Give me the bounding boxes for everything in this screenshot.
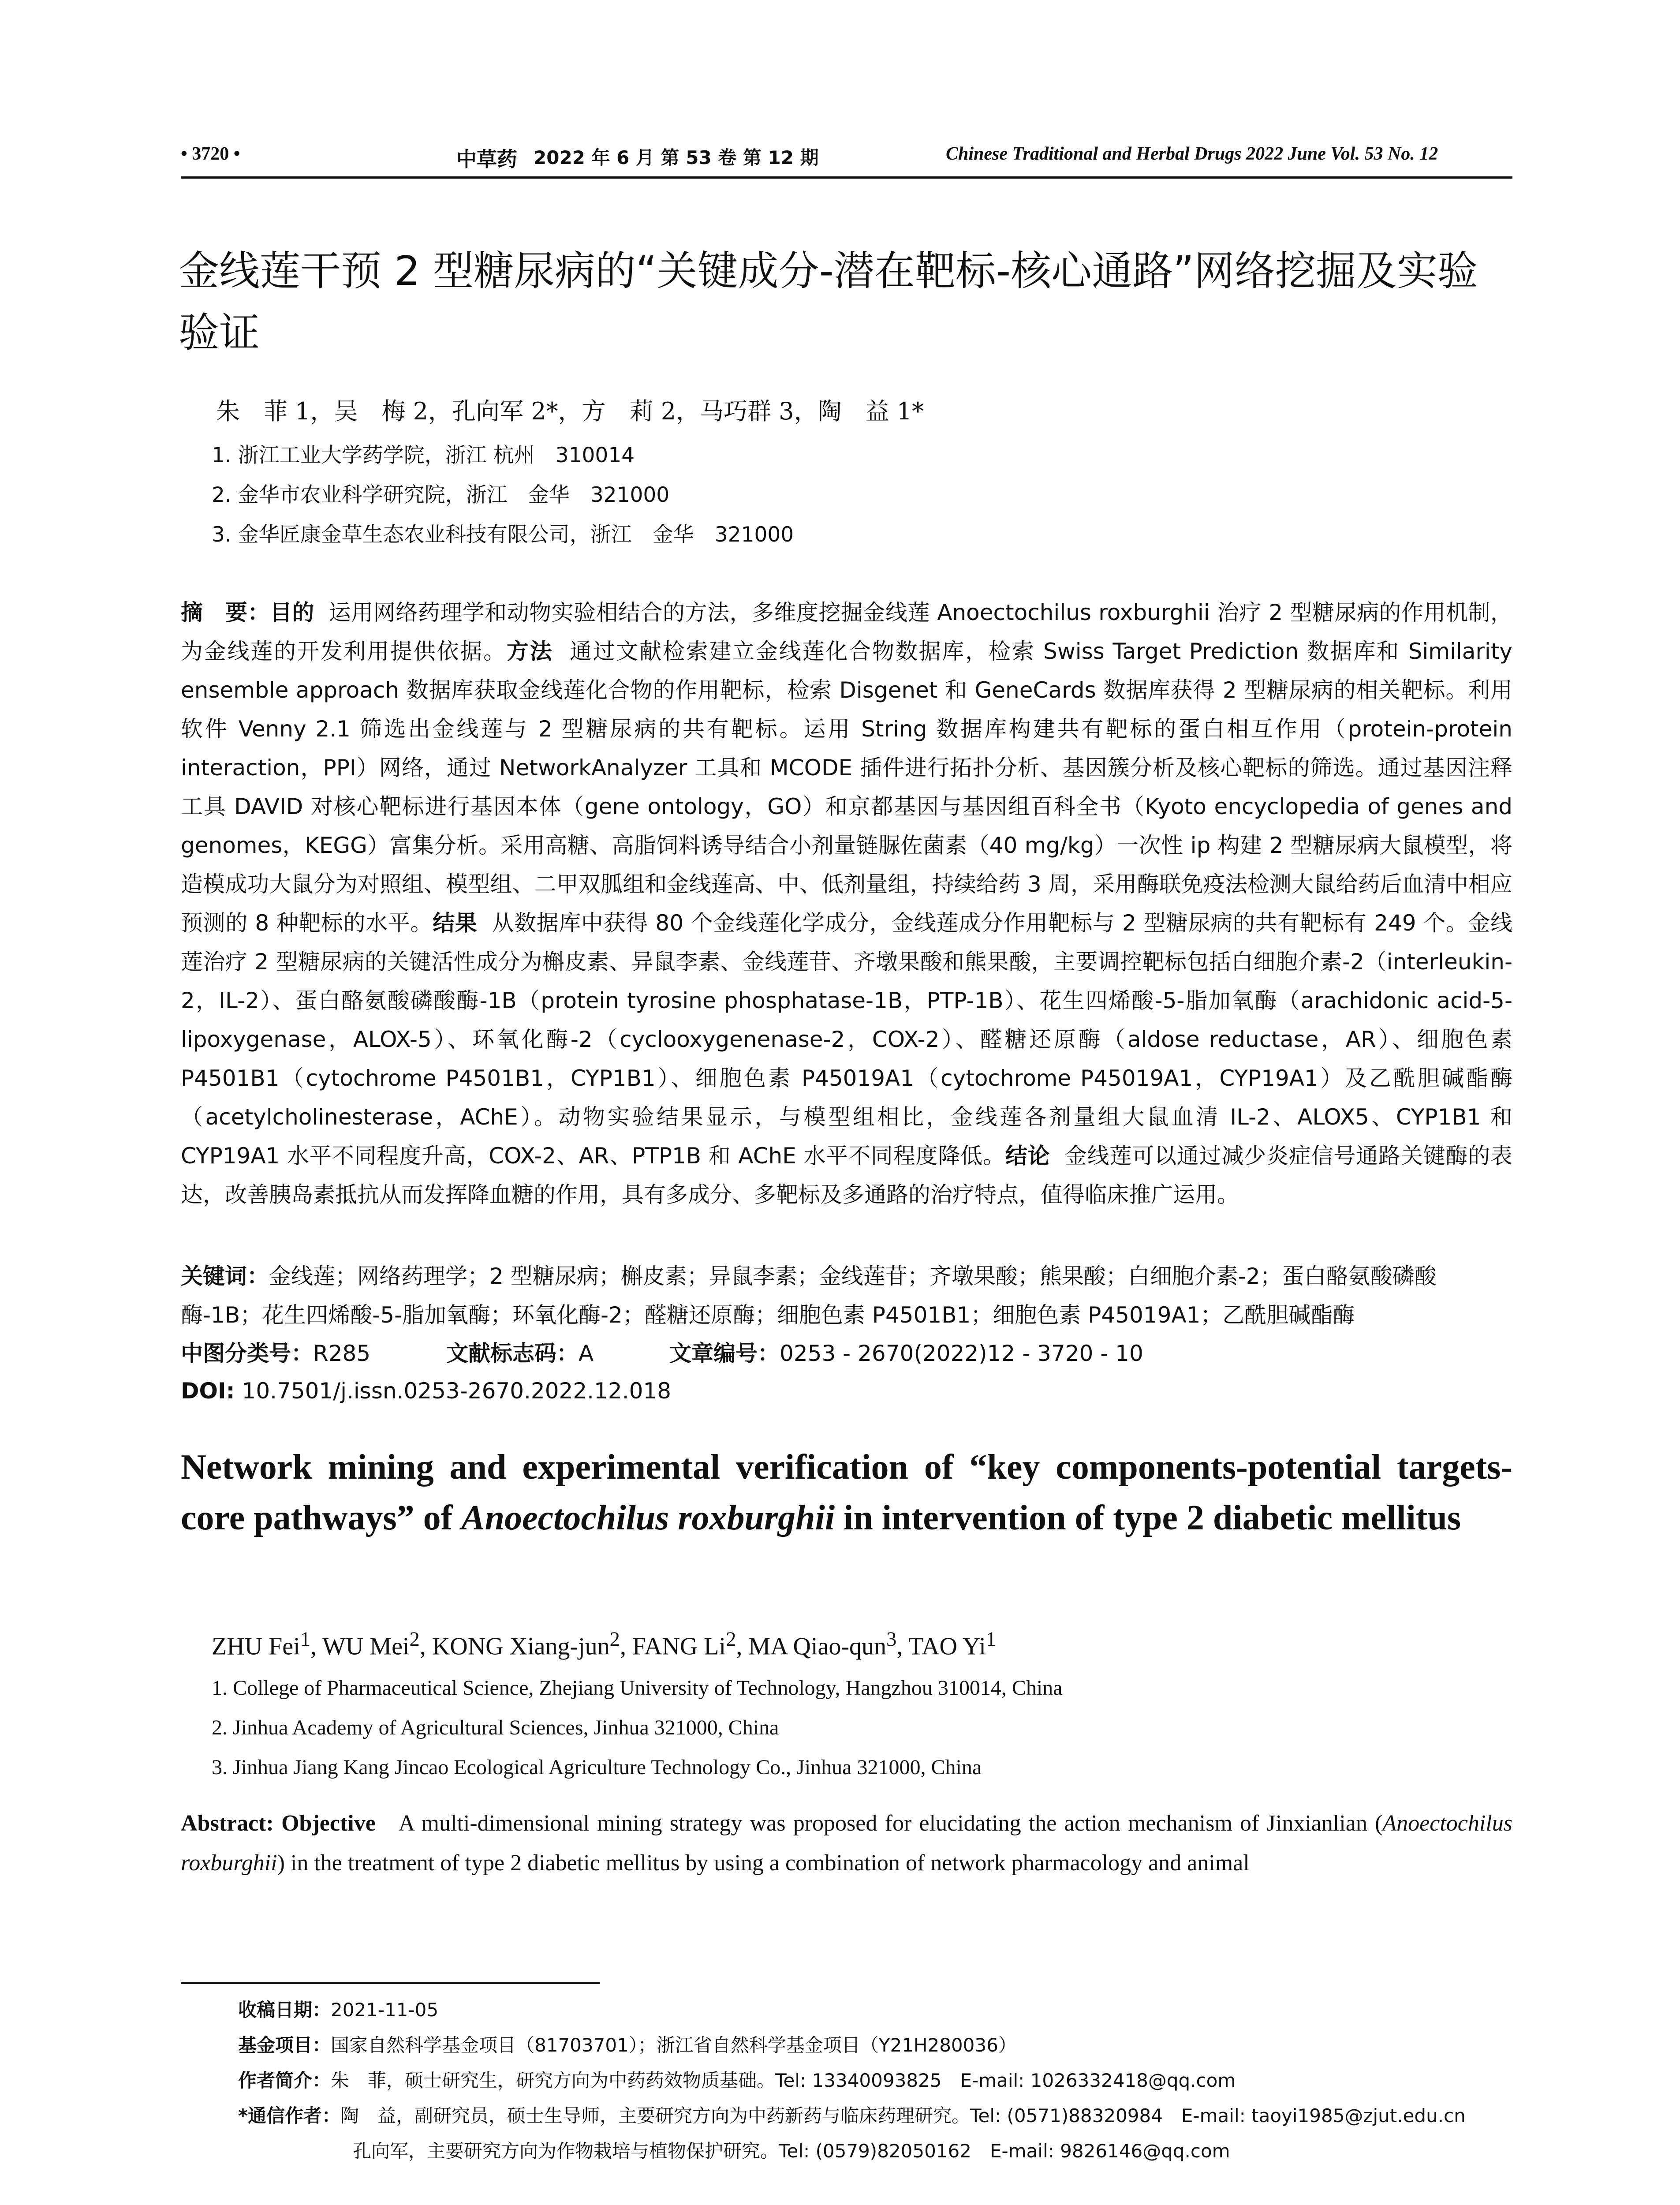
abstract-cn: [181, 593, 1512, 1214]
affiliation-cn-2: 2. 金华市农业科学研究院，浙江 金华 321000: [212, 483, 670, 507]
keywords-label: 关键词：: [181, 1263, 269, 1289]
abstract-en-text-2: ) in the treatment of type 2 diabetic mellitus by using a combination of network pharmacology and animal: [277, 1850, 1250, 1876]
article-no-label: 文章编号：: [669, 1341, 780, 1366]
author-en-name: WU Mei: [322, 1633, 410, 1660]
keywords-cn: [181, 1257, 1512, 1334]
doi-line: [181, 1372, 1512, 1410]
clc-value: R285: [313, 1341, 371, 1366]
conclusion-text: 金线莲可以通过减少炎症信号通路关键酶的表达，改善胰岛素抵抗从而发挥降血糖的作用，具有多成分、多靶标及多通路的治疗特点，值得临床推广运用。: [181, 1143, 1513, 1207]
article-no-value: 0253 - 2670(2022)12 - 3720 - 10: [780, 1341, 1143, 1366]
abstract-en-text-1: A multi-dimensional mining strategy was proposed for elucidating the action mechanism of Jinxianlian (: [398, 1811, 1383, 1836]
clc-label: 中图分类号：: [181, 1341, 313, 1366]
authors-cn: 朱 菲 1，吴 梅 2，孔向军 2*，方 莉 2，马巧群 3，陶 益 1*: [216, 397, 924, 425]
doc-code-value: A: [579, 1341, 594, 1366]
authors-en: ZHU Fei$^1$, WU Mei$^2$, KONG Xiang-jun$^2$, FANG Li$^2$, MA Qiao-qun$^3$, TAO Yi$^1$: [212, 1628, 997, 1660]
author-en-name: KONG Xiang-jun: [432, 1633, 610, 1660]
methods-text: 通过文献检索建立金线莲化合物数据库，检索 Swiss Target Prediction 数据库和 Similarity ensemble approach 数据库获取金线莲化合物的作用靶标，检索 Disgenet 和 GeneCards 数据库获得 2 型糖尿病的相关靶标。利用软件 Venny 2.1 筛选出金线莲与 2 型糖尿病的共有靶标。运用 String 数据库构建共有靶标的蛋白相互作用（protein-protein interaction，PPI）网络，通过 NetworkAnalyzer 工具和 MCODE 插件进行拓扑分析、基因簇分析及核心靶标的筛选。通过基因注释工具 DAVID 对核心靶标进行基因本体（gene ontology，GO）和京都基因与基因组百科全书（Kyoto encyclopedia of genes and genomes，KEGG）富集分析。采用高糖、高脂饲料诱导结合小剂量链脲佐菌素（40 mg/kg）一次性 ip 构建 2 型糖尿病大鼠模型，将造模成功大鼠分为对照组、模型组、二甲双胍组和金线莲高、中、低剂量组，持续给药 3 周，采用酶联免疫法检测大鼠给药后血清中相应预测的 8 种靶标的水平。: [181, 639, 1513, 936]
title-en: [181, 1442, 1512, 1544]
author-en-sup: 1: [986, 1628, 997, 1651]
conclusion-label: 结论: [1005, 1143, 1050, 1169]
classification-line: [181, 1334, 1512, 1373]
corresponding-text-1: 陶 益，副研究员，硕士生导师，主要研究方向为中药新药与临床药理研究。Tel: (0571)88320984 E-mail: taoyi1985@zjut.edu.cn: [340, 2105, 1466, 2127]
objective-label: 目的: [269, 600, 314, 625]
doi-label: DOI:: [181, 1378, 235, 1404]
author-bio-text: 朱 菲，硕士研究生，研究方向为中药药效物质基础。Tel: 13340093825 E-mail: 1026332418@qq.com: [331, 2070, 1236, 2091]
author-en-name: FANG Li: [632, 1633, 726, 1660]
footnote-rule: [181, 1982, 600, 1984]
author-en-sup: 2: [409, 1628, 420, 1651]
author-en-name: TAO Yi: [908, 1633, 986, 1660]
issue-en: Chinese Traditional and Herbal Drugs 2022 June Vol. 53 No. 12: [946, 144, 1438, 164]
abstract-en-label: Abstract: Objective: [181, 1811, 376, 1836]
fund-text: 国家自然科学基金项目（81703701）；浙江省自然科学基金项目（Y21H280036）: [331, 2034, 1017, 2056]
page-number: • 3720 •: [181, 144, 240, 164]
abstract-cn-label: 摘 要：: [181, 600, 270, 625]
results-label: 结果: [433, 910, 478, 936]
title-cn: 金线莲干预 2 型糖尿病的“关键成分-潜在靶标-核心通路”网络挖掘及实验验证: [179, 247, 1478, 356]
received-date: 2021-11-05: [331, 1999, 439, 2021]
corresponding-label: *通信作者：: [238, 2105, 340, 2127]
issue-cn: 2022 年 6 月 第 53 卷 第 12 期: [534, 147, 819, 168]
fund-label: 基金项目：: [238, 2034, 331, 2056]
results-text: 从数据库中获得 80 个金线莲化学成分，金线莲成分作用靶标与 2 型糖尿病的共有靶标有 249 个。金线莲治疗 2 型糖尿病的关键活性成分为槲皮素、异鼠李素、金线莲苷、齐墩果酸和熊果酸，主要调控靶标包括白细胞介素-2（interleukin-2，IL-2）、蛋白酪氨酸磷酸酶-1B（protein tyrosine phosphatase-1B，PTP-1B）、花生四烯酸-5-脂加氧酶（arachidonic acid-5-lipoxygenase，ALOX-5）、环氧化酶-2（cyclooxygenenase-2，COX-2）、醛糖还原酶（aldose reductase，AR）、细胞色素 P4501B1（cytochrome P4501B1，CYP1B1）、细胞色素 P45019A1（cytochrome P45019A1，CYP19A1）及乙酰胆碱酯酶（acetylcholinesterase，AChE）。动物实验结果显示，与模型组相比，金线莲各剂量组大鼠血清 IL-2、ALOX5、CYP1B1 和 CYP19A1 水平不同程度升高，COX-2、AR、PTP1B 和 AChE 水平不同程度降低。: [181, 910, 1512, 1169]
affiliation-cn-3: 3. 金华匠康金草生态农业科技有限公司，浙江 金华 321000: [212, 523, 794, 547]
author-en-sup: 2: [726, 1628, 736, 1651]
header-rule: [181, 176, 1512, 179]
footnote-received: [238, 1996, 438, 2022]
doc-code-label: 文献标志码：: [446, 1341, 579, 1366]
footnote-corresponding: [238, 2101, 1466, 2128]
running-header: [181, 143, 1512, 170]
footnote-corresponding-2: 孔向军，主要研究方向为作物栽培与植物保护研究。Tel: (0579)82050162 E-mail: 9826146@qq.com: [353, 2140, 1230, 2162]
abstract-en: [181, 1804, 1512, 1883]
footnote-fund: [238, 2031, 1017, 2057]
author-bio-label: 作者简介：: [238, 2070, 331, 2091]
affiliation-en-1: 1. College of Pharmaceutical Science, Zhejiang University of Technology, Hangzhou 310014, China: [212, 1676, 1063, 1700]
affiliation-en-2: 2. Jinhua Academy of Agricultural Sciences, Jinhua 321000, China: [212, 1716, 779, 1739]
title-en-part-2: in intervention of type 2 diabetic mellitus: [835, 1499, 1461, 1537]
affiliation-cn-1: 1. 浙江工业大学药学院，浙江 杭州 310014: [212, 443, 635, 467]
author-en-name: MA Qiao-qun: [748, 1633, 887, 1660]
journal-name-cn: 中草药: [456, 147, 517, 171]
abstract-en-species: Anoectochilus roxburghii: [181, 1811, 1512, 1876]
author-en-sup: 2: [609, 1628, 620, 1651]
keywords-text: 金线莲；网络药理学；2 型糖尿病；槲皮素；异鼠李素；金线莲苷；齐墩果酸；熊果酸；白细胞介素-2；蛋白酪氨酸磷酸酶-1B；花生四烯酸-5-脂加氧酶；环氧化酶-2；醛糖还原酶；细胞色素 P4501B1；细胞色素 P45019A1；乙酰胆碱酯酶: [181, 1263, 1437, 1328]
affiliation-en-3: 3. Jinhua Jiang Kang Jincao Ecological Agriculture Technology Co., Jinhua 321000, China: [212, 1756, 982, 1779]
doi-value: 10.7501/j.issn.0253-2670.2022.12.018: [242, 1378, 672, 1404]
title-en-species: Anoectochilus roxburghii: [461, 1499, 835, 1537]
author-en-sup: 3: [886, 1628, 897, 1651]
objective-text: 运用网络药理学和动物实验相结合的方法，多维度挖掘金线莲 Anoectochilus roxburghii 治疗 2 型糖尿病的作用机制，为金线莲的开发利用提供依据。: [181, 600, 1512, 664]
title-en-part-1: Network mining and experimental verification of “key components-potential targets-core pathways” of: [181, 1448, 1512, 1537]
methods-label: 方法: [506, 639, 553, 664]
footnote-author: [238, 2066, 1236, 2093]
author-en-sup: 1: [300, 1628, 310, 1651]
author-en-name: ZHU Fei: [212, 1633, 300, 1660]
received-label: 收稿日期：: [238, 1999, 331, 2021]
